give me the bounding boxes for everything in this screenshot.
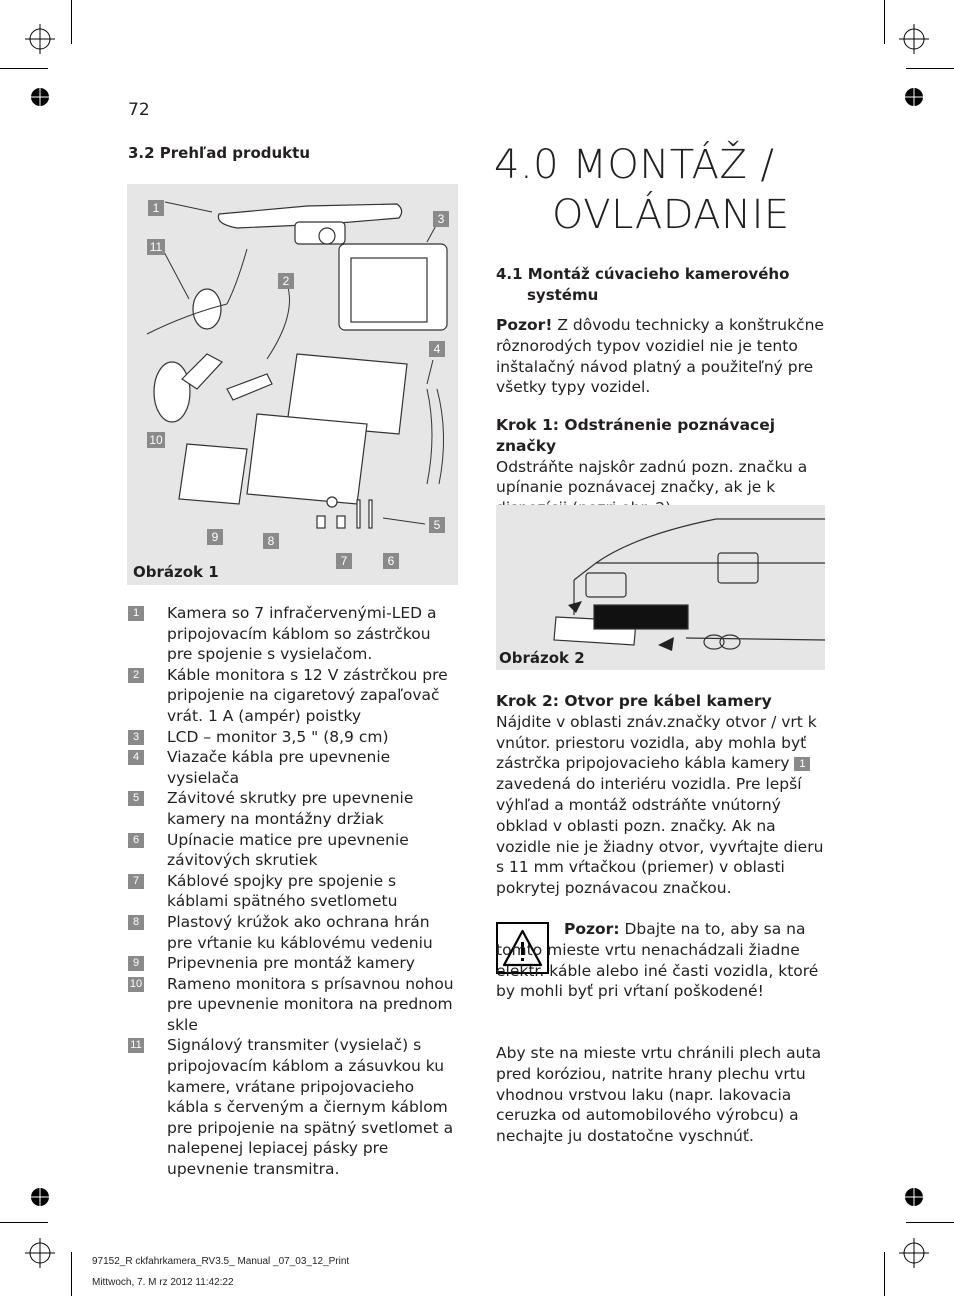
legend-number-badge: 10 xyxy=(129,977,143,990)
crop-mark xyxy=(906,68,954,69)
callout-badge: 1 xyxy=(148,200,164,216)
page-title-line-1: 4.0 MONTÁŽ / xyxy=(494,142,775,188)
step-2-text-b: zavedená do interiéru vozidla. Pre lepší výhľad a montáž odstráňte vnútorný obklad v oblasti pozn. značky. Ak na vozidle nie je žiadny otvor, vyvŕtajte dieru s 11 mm vŕtačkou (priemer) v oblasti pokrytej poznávacou značkou. xyxy=(496,775,824,898)
caution-paragraph xyxy=(496,315,826,398)
callout-badge: 3 xyxy=(433,211,449,227)
callout-badge: 10 xyxy=(147,432,165,448)
final-paragraph: Aby ste na mieste vrtu chránili plech auta pred koróziou, natrite hrany plechu vrtu vhodnou vrstvou laku (napr. lakovacia ceruzka od automobilového výrobcu) a nechajte ju dostatočne vyschnúť. xyxy=(496,1044,822,1146)
callout-badge: 5 xyxy=(429,517,445,533)
legend-text: Kamera so 7 infračervenými-LED a pripojovacím káblom so zástrčkou pre spojenie s vysielačom. xyxy=(167,604,437,664)
crop-mark xyxy=(884,0,885,44)
registration-mark-icon xyxy=(25,1238,55,1268)
step-2-title: Krok 2: Otvor pre kábel kamery xyxy=(496,692,772,710)
sub-heading-line-2: systému xyxy=(527,286,599,304)
legend-text: Pripevnenia pre montáž kamery xyxy=(167,954,415,973)
caution-text: Z dôvodu technicky a konštrukčne rôznorodých typov vozidiel nie je tento inštalačný návod platný a použiteľný pre všetky typy vozidel. xyxy=(496,316,824,397)
legend-number-badge: 3 xyxy=(128,730,144,745)
legend-item xyxy=(128,1035,458,1179)
callout-badge: 2 xyxy=(278,273,294,289)
step-1-title: Krok 1: Odstránenie poznávacej značky xyxy=(496,416,776,455)
sub-heading xyxy=(496,264,826,306)
legend-text: Signálový transmiter (vysielač) s pripojovacím káblom a zásuvkou ku kamere, vrátane pripojovacieho kábla s červeným a čiernym káblom pre pripojenie na spätný svetlomet a nalepenej lepiacej pásky pre upevnenie transmitra. xyxy=(167,1036,454,1179)
registration-dot-icon xyxy=(28,85,52,109)
legend-text: Plastový krúžok ako ochrana hrán pre vŕtanie ku káblovému vedeniu xyxy=(167,912,433,952)
section-heading: 3.2 Prehľad produktu xyxy=(128,144,310,162)
crop-mark xyxy=(0,68,48,69)
callout-badge: 8 xyxy=(263,533,279,549)
legend-item xyxy=(128,727,458,748)
step-2-text-a: Nájdite v oblasti znáv.značky otvor / vrt k vnútor. priestoru vozidla, aby mohla byť zástrčka pripojovacieho kábla kamery xyxy=(496,712,817,773)
crop-mark xyxy=(906,1222,954,1223)
car-rear-illustration xyxy=(496,505,825,670)
legend-number-badge: 7 xyxy=(128,874,144,889)
legend-text: LCD – monitor 3,5 " (8,9 cm) xyxy=(167,727,389,746)
callout-badge: 4 xyxy=(429,341,445,357)
crop-mark xyxy=(0,1222,48,1223)
registration-mark-icon xyxy=(25,24,55,54)
caution-label: Pozor! xyxy=(496,316,553,334)
print-footer-line-1: 97152_R ckfahrkamera_RV3.5_ Manual _07_03_12_Print xyxy=(92,1256,350,1267)
legend-number-badge: 4 xyxy=(128,750,144,765)
step-2 xyxy=(496,691,826,899)
legend-text: Káble monitora s 12 V zástrčkou pre pripojenie na cigaretový zapaľovač vrát. 1 A (ampér) poistky xyxy=(167,665,448,725)
legend-text: Rameno monitora s prísavnou nohou pre upevnenie monitora na prednom skle xyxy=(167,974,454,1034)
product-overview-illustration xyxy=(127,184,458,585)
legend-item xyxy=(128,912,458,953)
crop-mark xyxy=(71,0,72,44)
legend-item xyxy=(128,747,458,788)
figure-1-caption: Obrázok 1 xyxy=(133,563,219,581)
print-footer-line-2: Mittwoch, 7. M rz 2012 11:42:22 xyxy=(92,1277,234,1288)
registration-dot-icon xyxy=(902,1185,926,1209)
legend-number-badge: 2 xyxy=(128,668,144,683)
legend-text: Závitové skrutky pre upevnenie kamery na montážny držiak xyxy=(167,789,414,828)
legend-number-badge: 11 xyxy=(128,1038,144,1053)
registration-mark-icon xyxy=(899,1238,929,1268)
legend-number-badge: 9 xyxy=(128,956,144,971)
legend-number-badge: 6 xyxy=(128,833,144,848)
registration-mark-icon xyxy=(899,24,929,54)
step-2-text xyxy=(496,712,826,899)
page-title xyxy=(494,140,790,240)
legend-number-badge: 8 xyxy=(128,915,144,930)
caution-2-text: Dbajte na to, aby sa na tomto mieste vrtu nenachádzali žiadne elektr. káble alebo iné časti vozidla, ktoré by mohli byť pri vŕtaní poškodené! xyxy=(496,920,819,1001)
callout-badge: 11 xyxy=(147,239,165,255)
callout-badge: 1 xyxy=(794,757,810,771)
legend-text: Upínacie matice pre upevnenie závitových skrutiek xyxy=(167,830,409,870)
callout-badge: 7 xyxy=(336,553,352,569)
step-1 xyxy=(496,415,826,519)
legend-item xyxy=(128,830,458,871)
legend-item xyxy=(128,665,458,727)
parts-legend xyxy=(128,603,458,1180)
step-1-text: Odstráňte najskôr zadnú pozn. značku a upínanie poznávacej značky, ak je k xyxy=(496,457,808,497)
legend-text: Viazače kábla pre upevnenie vysielača xyxy=(167,748,391,787)
page-number: 72 xyxy=(128,100,150,120)
figure-2-caption: Obrázok 2 xyxy=(499,649,585,667)
caution-2-label: Pozor: xyxy=(564,920,620,938)
callout-badge: 6 xyxy=(383,553,399,569)
legend-number-badge: 5 xyxy=(128,791,144,806)
registration-dot-icon xyxy=(902,85,926,109)
legend-item xyxy=(128,603,458,665)
legend-number-badge: 1 xyxy=(128,606,144,621)
callout-badge: 9 xyxy=(207,529,223,545)
sub-heading-line-1: 4.1 Montáž cúvacieho kamerového xyxy=(496,265,790,283)
caution-2-paragraph xyxy=(496,919,826,1002)
legend-item xyxy=(128,788,458,829)
crop-mark xyxy=(884,1252,885,1296)
page-title-line-2: OVLÁDANIE xyxy=(552,192,790,238)
legend-item xyxy=(128,953,458,974)
legend-item xyxy=(128,974,458,1036)
legend-item xyxy=(128,871,458,912)
figure-2 xyxy=(496,505,825,670)
registration-dot-icon xyxy=(28,1185,52,1209)
crop-mark xyxy=(71,1252,72,1296)
figure-1 xyxy=(127,184,458,585)
legend-text: Káblové spojky pre spojenie s káblami spätného svetlometu xyxy=(167,871,398,911)
